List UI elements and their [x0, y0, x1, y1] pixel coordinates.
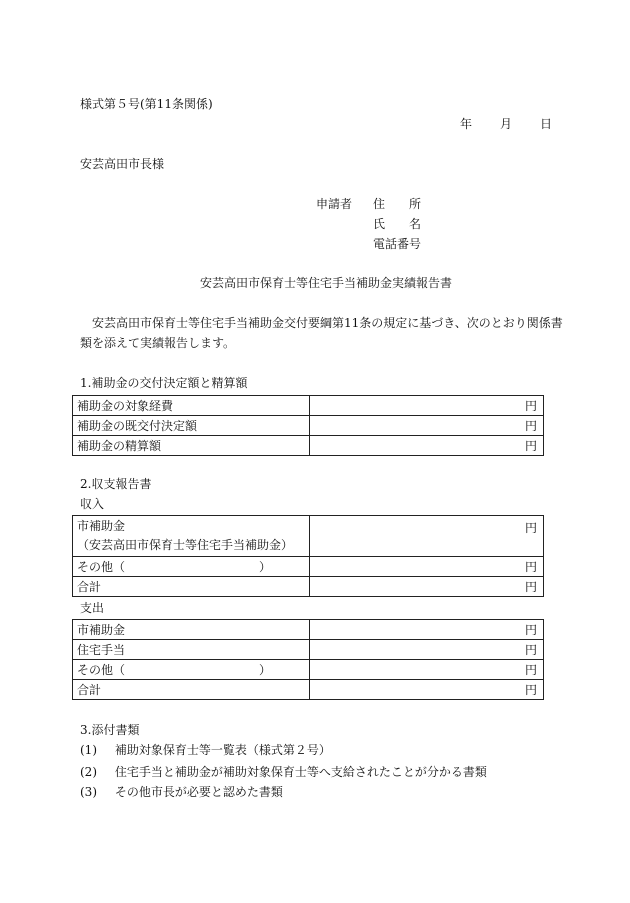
date-year: 年: [460, 117, 473, 131]
table-row: [73, 680, 544, 700]
other-open: その他（: [77, 560, 126, 574]
table-row: [73, 660, 544, 680]
table-row: [73, 640, 544, 660]
date-month: 月: [500, 117, 513, 131]
body-line-1: 安芸高田市保育士等住宅手当補助金交付要綱第11条の規定に基づき、次のとおり関係書: [92, 316, 563, 330]
expense-label: 支出: [80, 601, 105, 615]
other-close: ）: [258, 560, 271, 574]
body-line-2: 類を添えて実績報告します。: [80, 336, 236, 350]
table-row: [73, 577, 544, 597]
amount-field[interactable]: 円: [310, 557, 544, 577]
table-row: [73, 620, 544, 640]
list-item: [80, 765, 487, 779]
amount-field[interactable]: 円: [310, 516, 544, 557]
section1-heading: 1.補助金の交付決定額と精算額: [80, 376, 248, 390]
name-label-b: 名: [409, 217, 422, 231]
expense-other-cell: [73, 660, 310, 680]
form-number: 様式第５号(第11条関係): [80, 97, 213, 111]
section2-heading: 2.収支報告書: [80, 477, 152, 491]
item-number: (2): [80, 765, 97, 779]
list-item: [80, 743, 331, 757]
table-row: [73, 557, 544, 577]
document-title: 安芸高田市保育士等住宅手当補助金実績報告書: [200, 276, 453, 290]
item-text: その他市長が必要と認めた書類: [114, 785, 283, 799]
expense-table: [72, 619, 544, 700]
amount-field[interactable]: 円: [310, 396, 544, 416]
row-label: 補助金の既交付決定額: [73, 416, 310, 436]
phone-label: 電話番号: [373, 237, 422, 251]
income-other-cell: [73, 557, 310, 577]
table-row: [73, 436, 544, 456]
amount-field[interactable]: 円: [310, 577, 544, 597]
row-note: （安芸高田市保育士等住宅手当補助金）: [77, 538, 294, 552]
other-close: ）: [258, 663, 271, 677]
table-row: [73, 416, 544, 436]
list-item: [80, 785, 283, 799]
row-label: 補助金の対象経費: [73, 396, 310, 416]
date-day: 日: [540, 117, 553, 131]
other-open: その他（: [77, 663, 126, 677]
item-number: (1): [80, 743, 97, 757]
income-label: 収入: [80, 497, 105, 511]
amount-field[interactable]: 円: [310, 640, 544, 660]
section3-heading: 3.添付書類: [80, 723, 140, 737]
amount-field[interactable]: 円: [310, 416, 544, 436]
address-label-a: 住: [373, 197, 386, 211]
row-label: 市補助金: [77, 519, 126, 533]
amount-field[interactable]: 円: [310, 620, 544, 640]
amount-field[interactable]: 円: [310, 660, 544, 680]
section1-table: [72, 395, 544, 456]
recipient: 安芸高田市長様: [80, 157, 165, 171]
amount-field[interactable]: 円: [310, 436, 544, 456]
address-label-b: 所: [409, 197, 422, 211]
amount-field[interactable]: 円: [310, 680, 544, 700]
row-label: 補助金の精算額: [73, 436, 310, 456]
item-number: (3): [80, 785, 97, 799]
row-label: 合計: [73, 680, 310, 700]
table-row: [73, 516, 544, 557]
applicant-role: 申請者: [316, 197, 353, 211]
row-label: 市補助金: [73, 620, 310, 640]
row-label: 合計: [73, 577, 310, 597]
item-text: 補助対象保育士等一覧表（様式第２号）: [114, 743, 331, 757]
income-city-subsidy-cell: [73, 516, 310, 557]
name-label-a: 氏: [373, 217, 386, 231]
table-row: [73, 396, 544, 416]
item-text: 住宅手当と補助金が補助対象保育士等へ支給されたことが分かる書類: [114, 765, 487, 779]
income-table: [72, 515, 544, 597]
row-label: 住宅手当: [73, 640, 310, 660]
